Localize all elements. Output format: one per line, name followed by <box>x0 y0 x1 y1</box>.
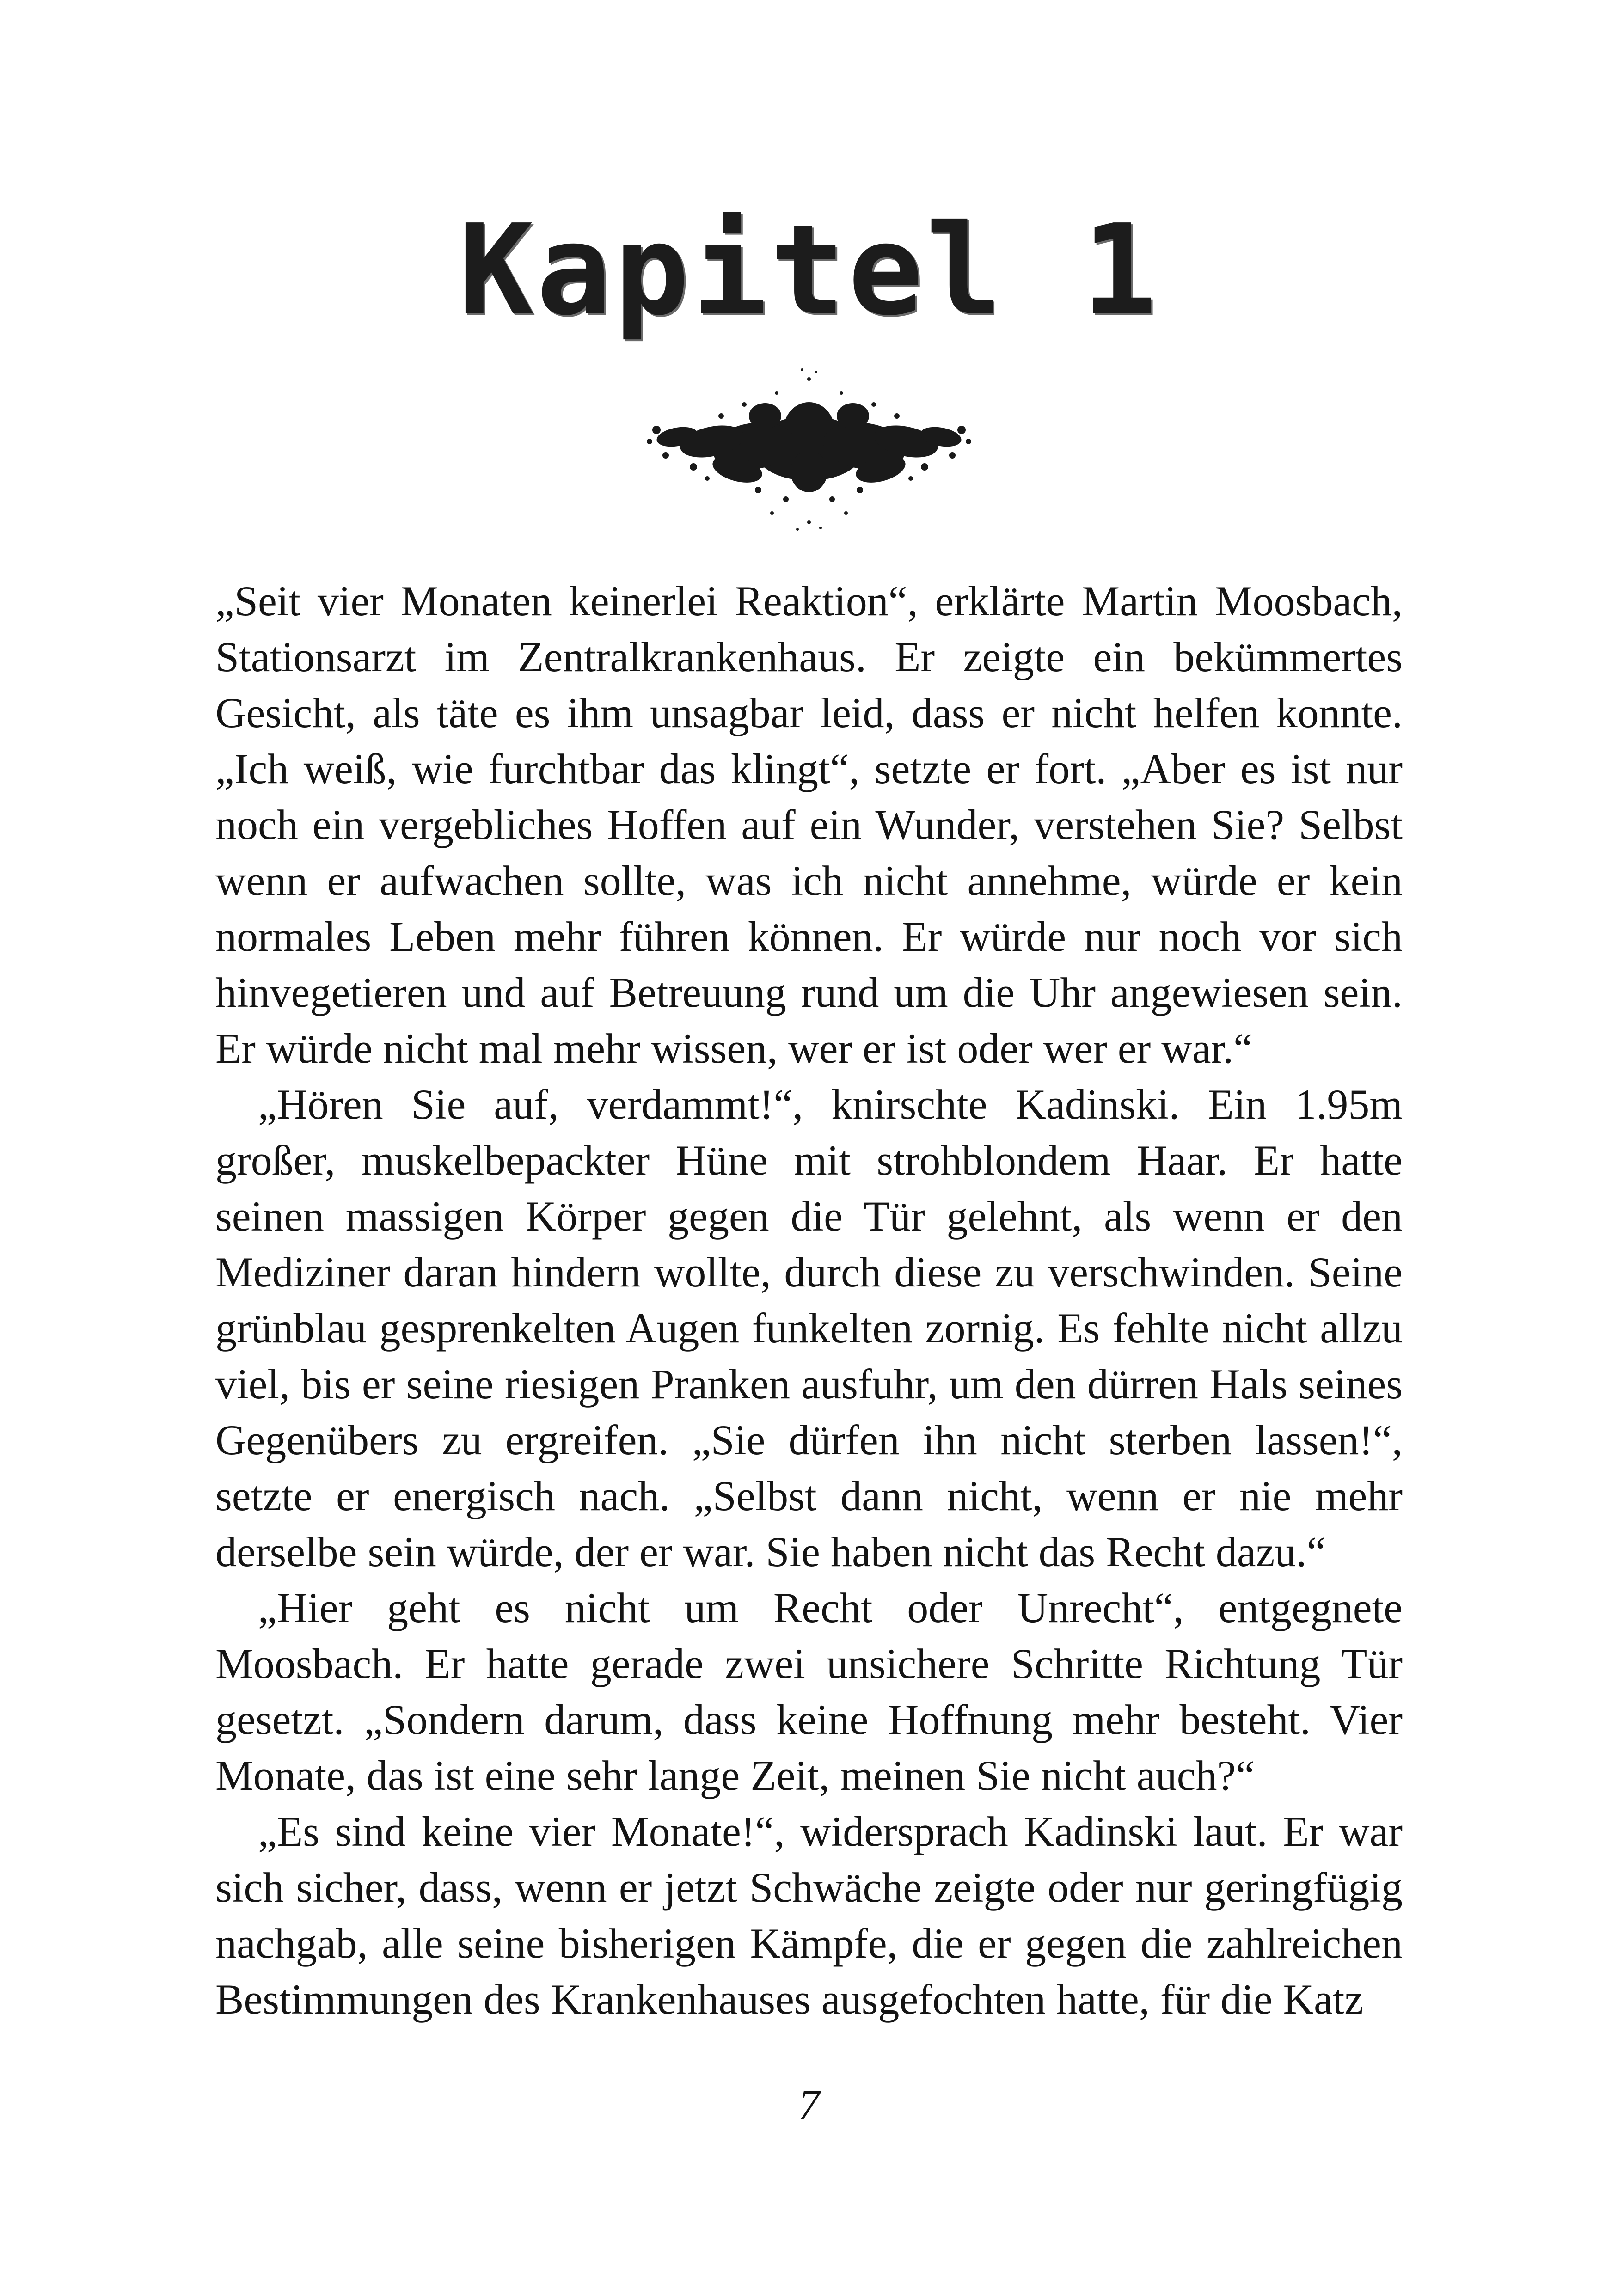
ink-blot-icon <box>638 361 980 536</box>
paragraph: „Hören Sie auf, verdammt!“, knirschte Kadinski. Ein 1.95m großer, muskelbepackter Hüne mit strohblondem Haar. Er hatte seinen massigen Körper gegen die Tür gelehnt, als wenn er den Mediziner daran hindern wollte, durch diese zu verschwinden. Seine grünblau gesprenkelten Augen funkelten zornig. Es fehlte nicht allzu viel, bis er seine riesigen Pranken ausfuhr, um den dürren Hals seines Gegenübers zu ergreifen. „Sie dürfen ihn nicht sterben lassen!“, setzte er energisch nach. „Selbst dann nicht, wenn er nie mehr derselbe sein würde, der er war. Sie haben nicht das Recht dazu.“ <box>215 1081 1403 1575</box>
chapter-title: Kapitel 1 <box>458 197 1160 343</box>
paragraph: „Seit vier Monaten keinerlei Reaktion“, erklärte Martin Moosbach, Stationsarzt im Zentralkrankenhaus. Er zeigte ein bekümmertes Gesicht, als täte es ihm unsagbar leid, dass er nicht helfen konnte. „Ich weiß, wie furchtbar das klingt“, setzte er fort. „Aber es ist nur noch ein vergebliches Hoffen auf ein Wunder, verstehen Sie? Selbst wenn er aufwachen sollte, was ich nicht annehme, würde er kein normales Leben mehr führen können. Er würde nur noch vor sich hinvegetieren und auf Betreuung rund um die Uhr angewiesen sein. Er würde nicht mal mehr wissen, wer er ist oder wer er war.“ <box>215 577 1403 1072</box>
body-text <box>215 573 1403 2027</box>
paragraph: „Es sind keine vier Monate!“, widersprach Kadinski laut. Er war sich sicher, dass, wenn er jetzt Schwäche zeigte oder nur geringfügig nachgab, alle seine bisherigen Kämpfe, die er gegen die zahlreichen Bestimmungen des Krankenhauses ausgefochten hatte, für die Katz <box>215 1808 1403 2023</box>
paragraph: „Hier geht es nicht um Recht oder Unrecht“, entgegnete Moosbach. Er hatte gerade zwei unsichere Schritte Richtung Tür gesetzt. „Sondern darum, dass keine Hoffnung mehr besteht. Vier Monate, das ist eine sehr lange Zeit, meinen Sie nicht auch?“ <box>215 1584 1403 1799</box>
page-number: 7 <box>798 2081 820 2128</box>
